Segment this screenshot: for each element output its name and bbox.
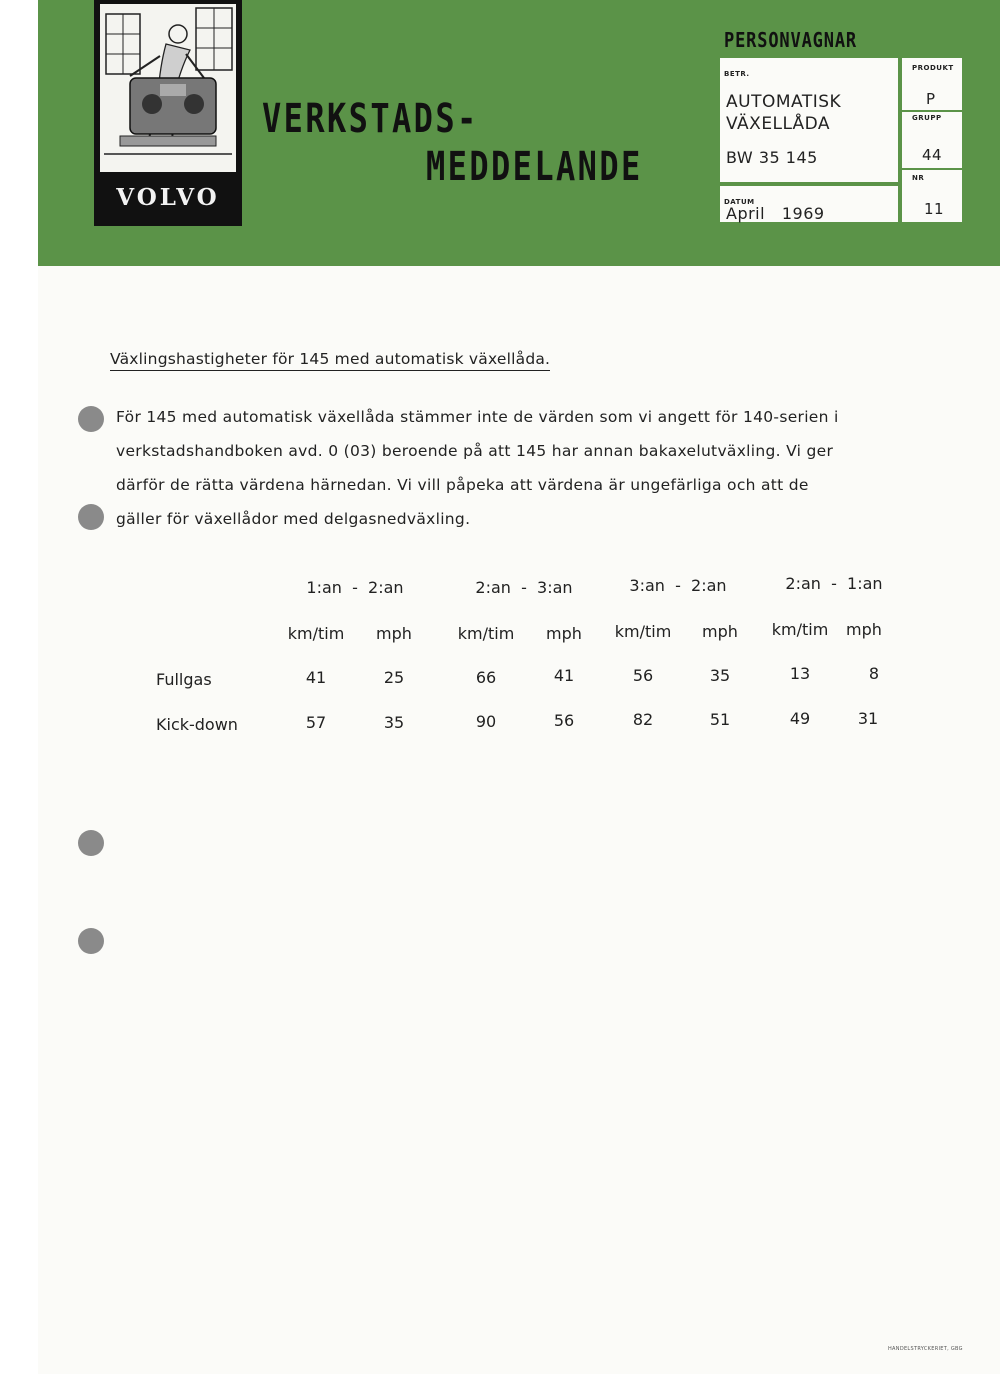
table-cell: 31 [857, 709, 879, 728]
datum-label: DATUM [724, 198, 755, 206]
table-cell: 56 [632, 666, 654, 685]
paragraph-line: därför de rätta värdena härnedan. Vi vill påpeka att värdena är ungefärliga och att de [116, 476, 809, 494]
table-cell: 56 [553, 711, 575, 730]
betr-line2: VÄXELLÅDA [726, 114, 831, 134]
subject-box [720, 58, 898, 182]
table-row-label: Kick-down [156, 715, 238, 734]
printer-imprint: HANDELSTRYCKERIET, GBG [888, 1346, 963, 1352]
paragraph-line: För 145 med automatisk växellåda stämmer inte de värden som vi angett för 140-serien i [116, 408, 839, 426]
divider [902, 110, 962, 112]
punch-hole [78, 928, 104, 954]
table-cell: 51 [709, 710, 731, 729]
table-cell: 13 [789, 664, 811, 683]
table-cell: 66 [475, 668, 497, 687]
volvo-logo: VOLVO [116, 184, 220, 211]
table-cell: 57 [305, 713, 327, 732]
document-title: Växlingshastigheter för 145 med automatisk växellåda. [110, 350, 550, 371]
mechanic-icon [100, 4, 236, 172]
table-group-header: 2:an - 3:an [475, 578, 573, 597]
punch-hole [78, 504, 104, 530]
table-cell: 49 [789, 709, 811, 728]
table-row-label: Fullgas [156, 670, 212, 689]
table-group-header: 3:an - 2:an [629, 576, 727, 595]
table-cell: 35 [383, 713, 405, 732]
grupp-value: 44 [922, 146, 943, 164]
nr-value: 11 [924, 200, 945, 218]
nr-label: NR [912, 174, 925, 182]
punch-hole [78, 830, 104, 856]
left-margin [0, 0, 38, 1374]
category-label: PERSONVAGNAR [724, 28, 858, 52]
divider [902, 168, 962, 170]
reference-box [902, 58, 962, 222]
produkt-value: P [926, 90, 936, 108]
betr-line1: AUTOMATISK [726, 92, 842, 112]
betr-label: BETR. [724, 70, 750, 78]
produkt-label: PRODUKT [912, 64, 954, 72]
grupp-label: GRUPP [912, 114, 942, 122]
paragraph-line: gäller för växellådor med delgasnedväxling. [116, 510, 471, 528]
doc-heading-line1: VERKSTADS- [262, 96, 479, 142]
table-cell: 90 [475, 712, 497, 731]
table-cell: 82 [632, 710, 654, 729]
table-cell: 8 [868, 664, 880, 683]
table-cell: 25 [383, 668, 405, 687]
table-cell: 35 [709, 666, 731, 685]
table-unit-header: mph [846, 620, 882, 639]
table-cell: 41 [553, 666, 575, 685]
betr-line3: BW 35 145 [726, 148, 818, 167]
table-cell: 41 [305, 668, 327, 687]
table-group-header: 2:an - 1:an [785, 574, 883, 593]
table-unit-header: km/tim [614, 622, 672, 641]
mechanic-illustration [100, 4, 236, 172]
doc-heading-line2: MEDDELANDE [426, 144, 643, 190]
datum-value: April 1969 [726, 204, 825, 223]
table-unit-header: mph [376, 624, 412, 643]
punch-hole [78, 406, 104, 432]
date-box [720, 186, 898, 222]
table-unit-header: km/tim [457, 624, 515, 643]
table-unit-header: km/tim [771, 620, 829, 639]
table-unit-header: km/tim [287, 624, 345, 643]
paragraph-line: verkstadshandboken avd. 0 (03) beroende på att 145 har annan bakaxelutväxling. Vi ger [116, 442, 834, 460]
table-group-header: 1:an - 2:an [306, 578, 404, 597]
table-unit-header: mph [546, 624, 582, 643]
table-unit-header: mph [702, 622, 738, 641]
